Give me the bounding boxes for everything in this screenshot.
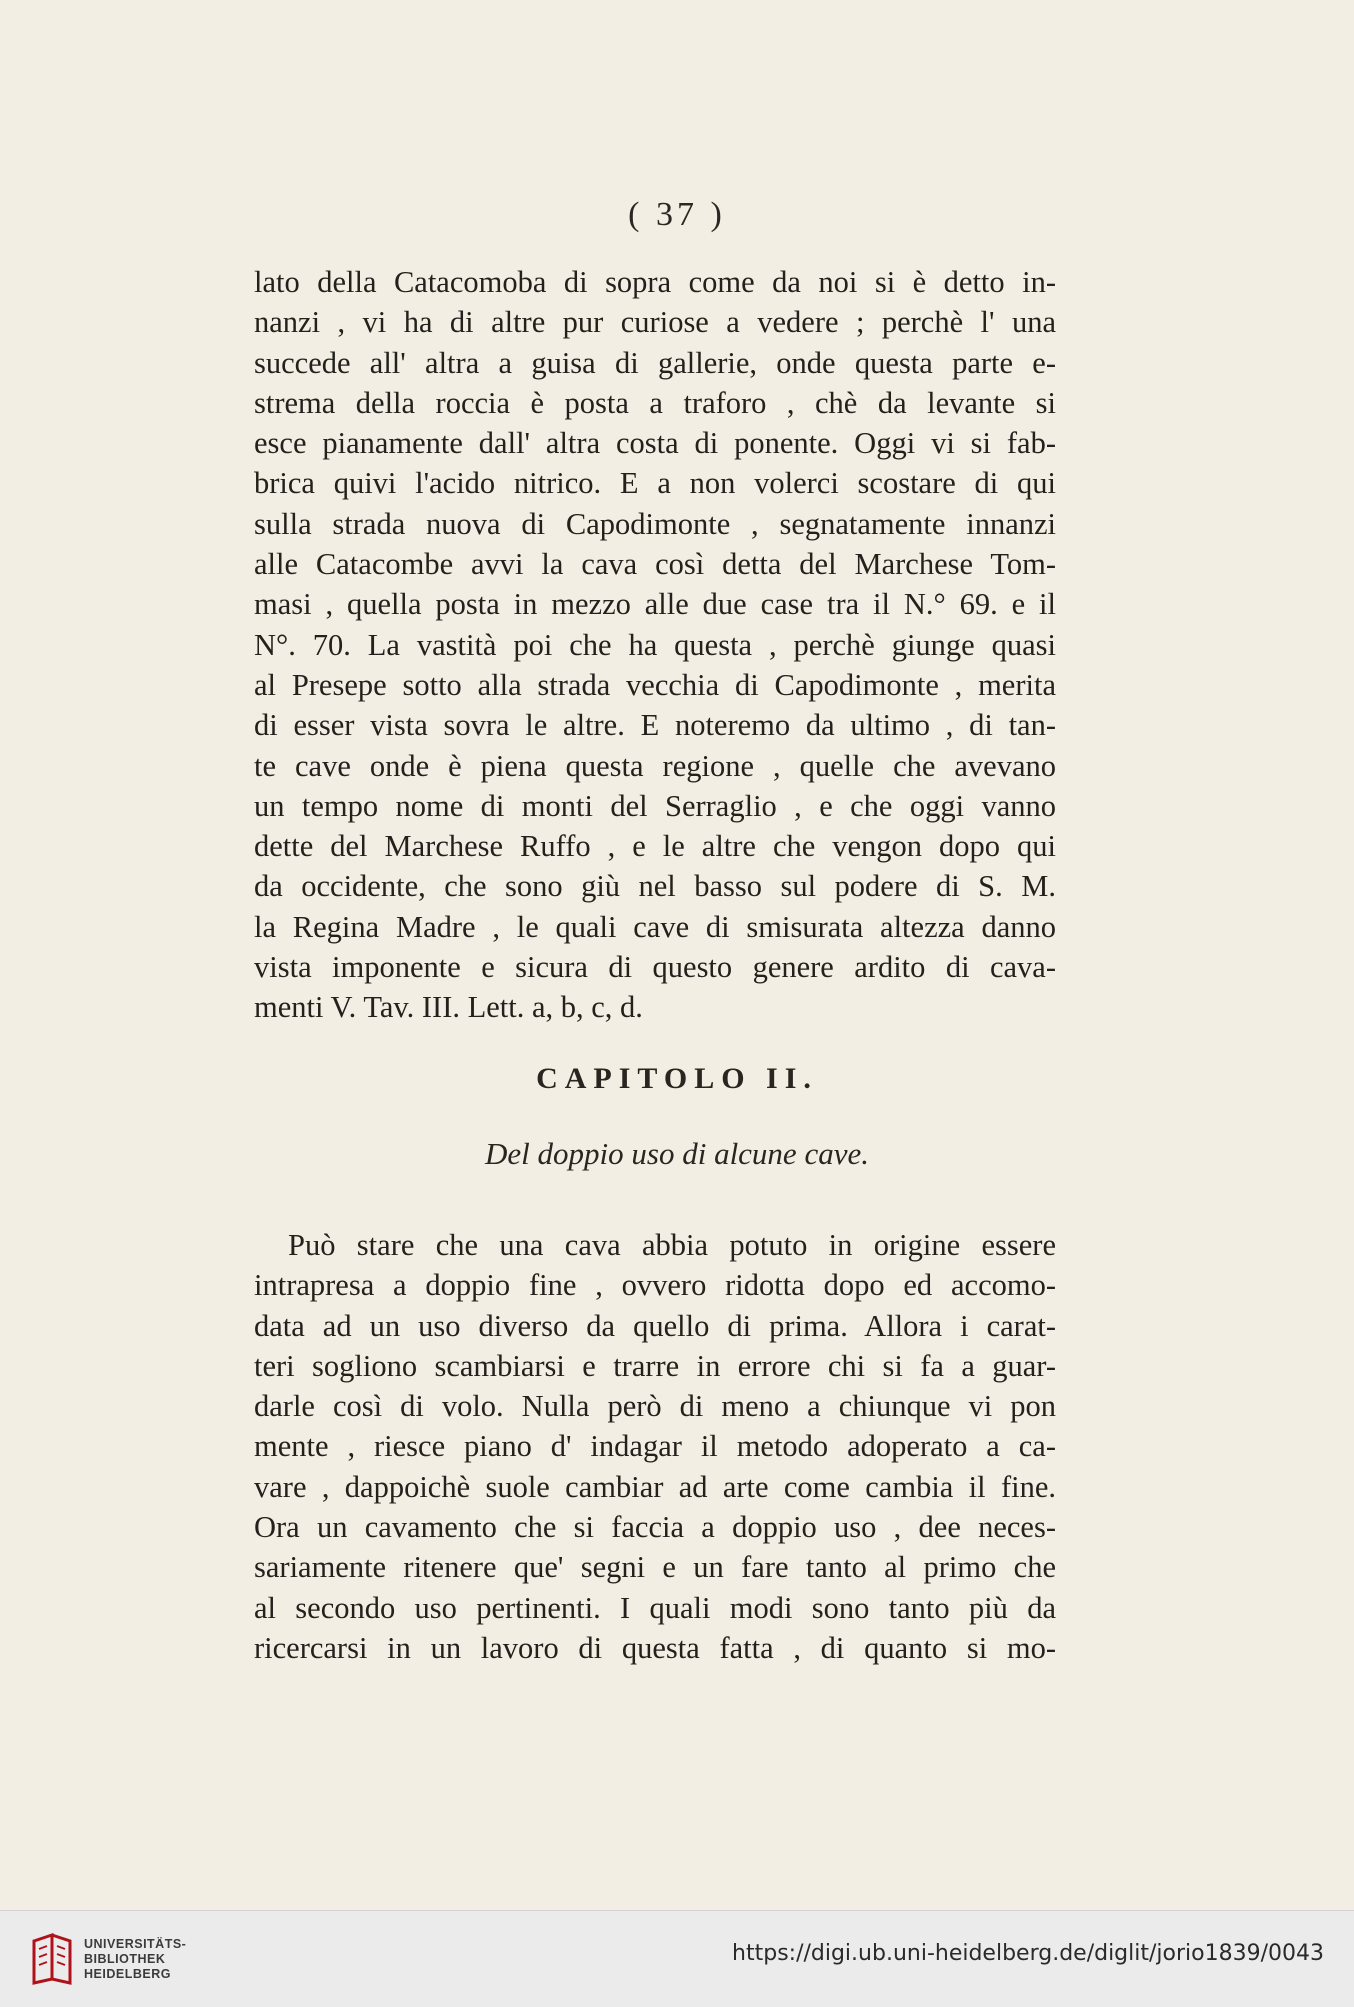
text-line: mente , riesce piano d' indagar il metodo adoperato a ca- xyxy=(254,1429,1056,1464)
text-line: sulla strada nuova di Capodimonte , segnatamente innanzi xyxy=(254,506,1056,541)
library-name xyxy=(84,1937,186,1982)
text-line: teri sogliono scambiarsi e trarre in errore chi si fa a guar- xyxy=(254,1348,1056,1383)
library-name-line: UNIVERSITÄTS- xyxy=(84,1937,187,1951)
text-line: al Presepe sotto alla strada vecchia di Capodimonte , merita xyxy=(254,667,1056,702)
text-line: darle così di volo. Nulla però di meno a chiunque vi pon xyxy=(254,1389,1056,1424)
text-line: nanzi , vi ha di altre pur curiose a vedere ; perchè l' una xyxy=(254,305,1056,340)
text-line: ricercarsi in un lavoro di questa fatta , di quanto si mo- xyxy=(254,1630,1056,1665)
text-line: esce pianamente dall' altra costa di ponente. Oggi vi si fab- xyxy=(254,426,1056,461)
page-number: ( 37 ) xyxy=(628,196,726,233)
chapter-subtitle: Del doppio uso di alcune cave. xyxy=(485,1136,869,1171)
chapter-heading: CAPITOLO II. xyxy=(536,1062,818,1095)
text-line: brica quivi l'acido nitrico. E a non volerci scostare di qui xyxy=(254,466,1056,501)
text-line: la Regina Madre , le quali cave di smisurata altezza danno xyxy=(254,909,1056,944)
text-line: intrapresa a doppio fine , ovvero ridotta dopo ed accomo- xyxy=(254,1268,1056,1303)
text-line: strema della roccia è posta a traforo , chè da levante si xyxy=(254,385,1056,420)
library-name-line: HEIDELBERG xyxy=(84,1967,171,1981)
paragraph-2 xyxy=(254,1225,1056,1668)
text-line: te cave onde è piena questa regione , quelle che avevano xyxy=(254,748,1056,783)
text-line: menti V. Tav. III. Lett. a, b, c, d. xyxy=(254,990,643,1025)
text-line: vista imponente e sicura di questo genere ardito di cava- xyxy=(254,950,1056,985)
text-line: lato della Catacomoba di sopra come da noi si è detto in- xyxy=(254,265,1056,299)
text-line: dette del Marchese Ruffo , e le altre che vengon dopo qui xyxy=(254,829,1056,864)
text-line: da occidente, che sono giù nel basso sul podere di S. M. xyxy=(254,869,1056,904)
source-url-link[interactable]: https://digi.ub.uni-heidelberg.de/diglit/jorio1839/0043 xyxy=(732,1941,1324,1966)
text-line: un tempo nome di monti del Serraglio , e che oggi vanno xyxy=(254,788,1056,823)
text-line: Ora un cavamento che si faccia a doppio uso , dee neces- xyxy=(254,1510,1056,1545)
library-logo-icon xyxy=(30,1933,74,1985)
text-line: succede all' altra a guisa di gallerie, onde questa parte e- xyxy=(254,345,1056,380)
text-line: masi , quella posta in mezzo alle due case tra il N.° 69. e il xyxy=(254,587,1056,622)
text-line: data ad un uso diverso da quello di prima. Allora i carat- xyxy=(254,1308,1056,1343)
text-line: Può stare che una cava abbia potuto in origine essere xyxy=(288,1228,1056,1262)
library-name-line: BIBLIOTHEK xyxy=(84,1952,166,1966)
text-line: sariamente ritenere que' segni e un fare tanto al primo che xyxy=(254,1550,1056,1585)
paragraph-1 xyxy=(254,262,1056,1028)
text-line: di esser vista sovra le altre. E noteremo da ultimo , di tan- xyxy=(254,708,1056,743)
text-line: N°. 70. La vastità poi che ha questa , perchè giunge quasi xyxy=(254,627,1056,662)
text-line: vare , dappoichè suole cambiar ad arte come cambia il fine. xyxy=(254,1469,1056,1504)
footer-bar xyxy=(0,1910,1354,2007)
text-line: al secondo uso pertinenti. I quali modi sono tanto più da xyxy=(254,1590,1056,1625)
text-line: alle Catacombe avvi la cava così detta del Marchese Tom- xyxy=(254,547,1056,582)
